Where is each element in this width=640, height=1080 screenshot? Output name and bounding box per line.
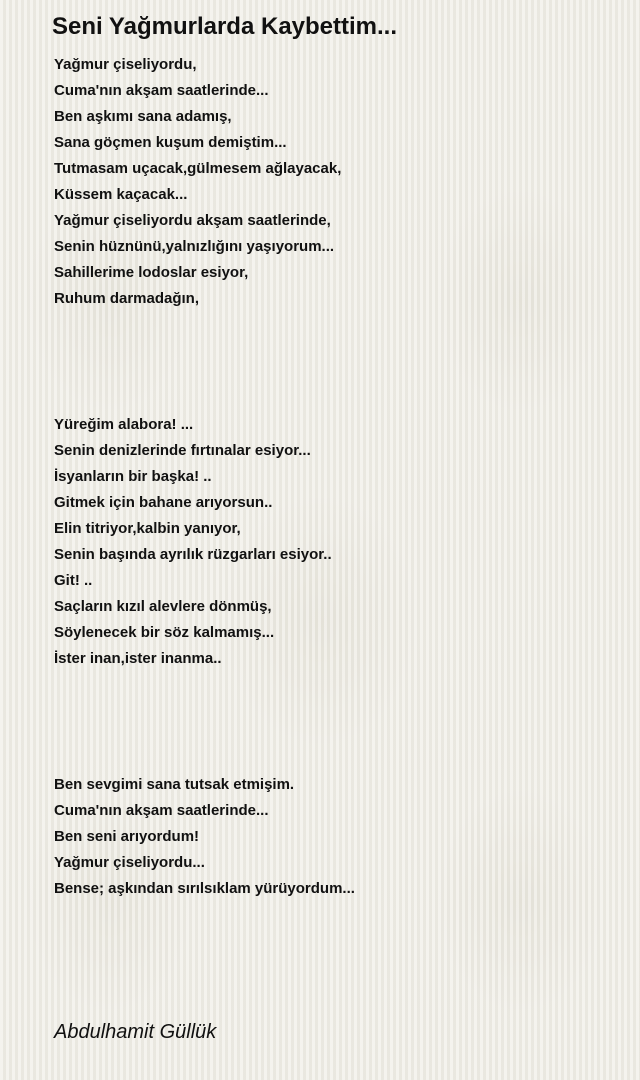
poem-line: Ben aşkımı sana adamış,	[54, 108, 232, 125]
poem-line: Bense; aşkından sırılsıklam yürüyordum...	[54, 880, 355, 897]
poem-line: Senin hüznünü,yalnızlığını yaşıyorum...	[54, 238, 335, 255]
poem-line: Küssem kaçacak...	[54, 186, 188, 203]
poem-title: Seni Yağmurlarda Kaybettim...	[52, 13, 398, 40]
poem-line: Ben seni arıyordum!	[54, 828, 200, 845]
poem-line: Yüreğim alabora! ...	[54, 416, 194, 433]
poem-line: İsyanların bir başka! ..	[54, 468, 212, 485]
poem-author: Abdulhamit Güllük	[54, 1021, 217, 1043]
poem-line: Cuma'nın akşam saatlerinde...	[54, 802, 269, 819]
poem-line: Ruhum darmadağın,	[54, 290, 200, 307]
poem-line: Yağmur çiseliyordu,	[54, 56, 197, 73]
poem-line: Senin başında ayrılık rüzgarları esiyor..	[54, 546, 332, 563]
poem-line: Yağmur çiseliyordu akşam saatlerinde,	[54, 212, 331, 229]
poem-line: Yağmur çiseliyordu...	[54, 854, 205, 871]
poem-line: Ben sevgimi sana tutsak etmişim.	[54, 776, 295, 793]
poem-line: Senin denizlerinde fırtınalar esiyor...	[54, 442, 311, 459]
poem-line: Söylenecek bir söz kalmamış...	[54, 624, 275, 641]
stanza-3	[54, 772, 355, 902]
poem-line: Gitmek için bahane arıyorsun..	[54, 494, 273, 511]
poem-line: Elin titriyor,kalbin yanıyor,	[54, 520, 241, 537]
poem-line: İster inan,ister inanma..	[54, 650, 222, 667]
stanza-2	[54, 412, 332, 672]
poem-line: Tutmasam uçacak,gülmesem ağlayacak,	[54, 160, 342, 177]
stanza-1	[54, 52, 341, 312]
poem-line: Sana göçmen kuşum demiştim...	[54, 134, 287, 151]
poem-line: Saçların kızıl alevlere dönmüş,	[54, 598, 272, 615]
poem-line: Sahillerime lodoslar esiyor,	[54, 264, 249, 281]
poem-line: Cuma'nın akşam saatlerinde...	[54, 82, 269, 99]
poem-line: Git! ..	[54, 572, 93, 589]
